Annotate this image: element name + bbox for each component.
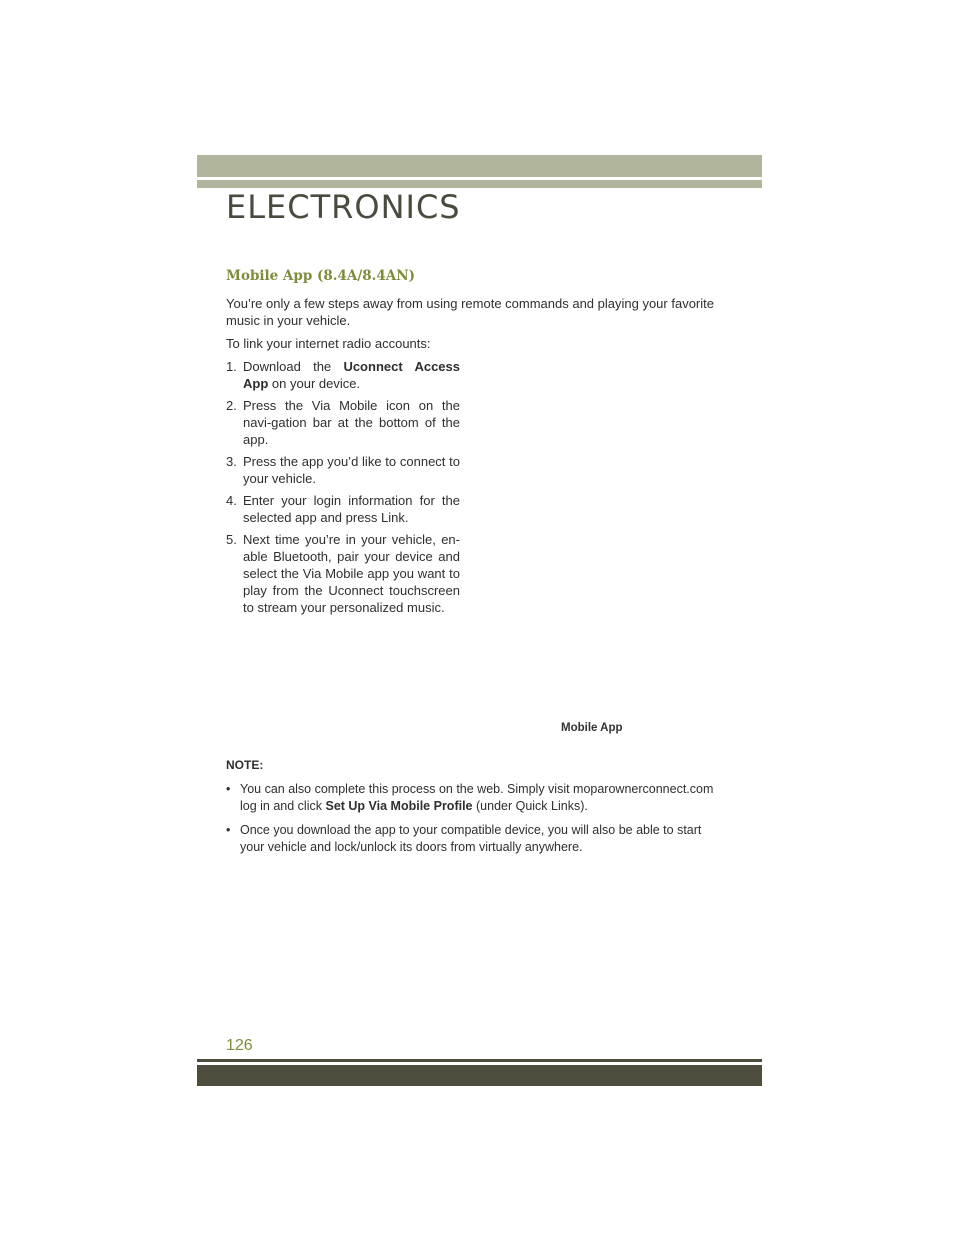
step-number: 3.	[226, 454, 237, 469]
app-name: Uconnect Access App	[243, 359, 460, 391]
list-item	[226, 358, 460, 392]
step-number: 5.	[226, 532, 237, 547]
step-number: 2.	[226, 398, 237, 413]
section-title: ELECTRONICS	[226, 188, 461, 226]
bullet: •	[226, 782, 231, 796]
link-prompt: To link your internet radio accounts:	[226, 336, 431, 351]
list-item	[226, 822, 726, 856]
header-band	[197, 155, 762, 177]
note-text: Once you download the app to your compatible device, you will also be able to start your vehicle and lock/unlock its doors from virtually anywhere.	[240, 823, 702, 854]
step-text: Download the	[243, 359, 332, 374]
header-rule	[197, 180, 762, 188]
step-text: Press the app you’d like to connect to your vehicle.	[243, 454, 460, 486]
bullet: •	[226, 823, 231, 837]
step-number: 4.	[226, 493, 237, 508]
notes-list	[226, 781, 726, 863]
section-heading: Mobile App (8.4A/8.4AN)	[226, 268, 415, 284]
page-number: 126	[226, 1037, 253, 1054]
list-item	[226, 492, 460, 526]
list-item	[226, 781, 726, 815]
steps-list	[226, 358, 460, 621]
note-text: (under Quick Links).	[476, 799, 588, 813]
footer-band	[197, 1065, 762, 1086]
note-text: You can also complete this process on the web. Simply visit moparownerconnect.com log in and click	[240, 782, 714, 813]
step-text: Press the Via Mobile icon on the navi-gation bar at the bottom of the app.	[243, 398, 460, 447]
figure-caption: Mobile App	[561, 722, 623, 734]
step-text: on your device.	[271, 376, 361, 391]
footer-rule	[197, 1059, 762, 1062]
list-item	[226, 453, 460, 487]
list-item	[226, 531, 460, 616]
step-text: Enter your login information for the selected app and press Link.	[243, 493, 460, 525]
list-item	[226, 397, 460, 448]
profile-link-label: Set Up Via Mobile Profile	[325, 799, 473, 813]
step-text: Next time you’re in your vehicle, en-able Bluetooth, pair your device and select the Via Mobile app you want to play from the Uconnect touchscreen to stream your personalized music.	[243, 532, 460, 615]
note-label: NOTE:	[226, 758, 264, 772]
intro-paragraph: You’re only a few steps away from using remote commands and playing your favorite music in your vehicle.	[226, 296, 714, 328]
step-number: 1.	[226, 359, 237, 374]
